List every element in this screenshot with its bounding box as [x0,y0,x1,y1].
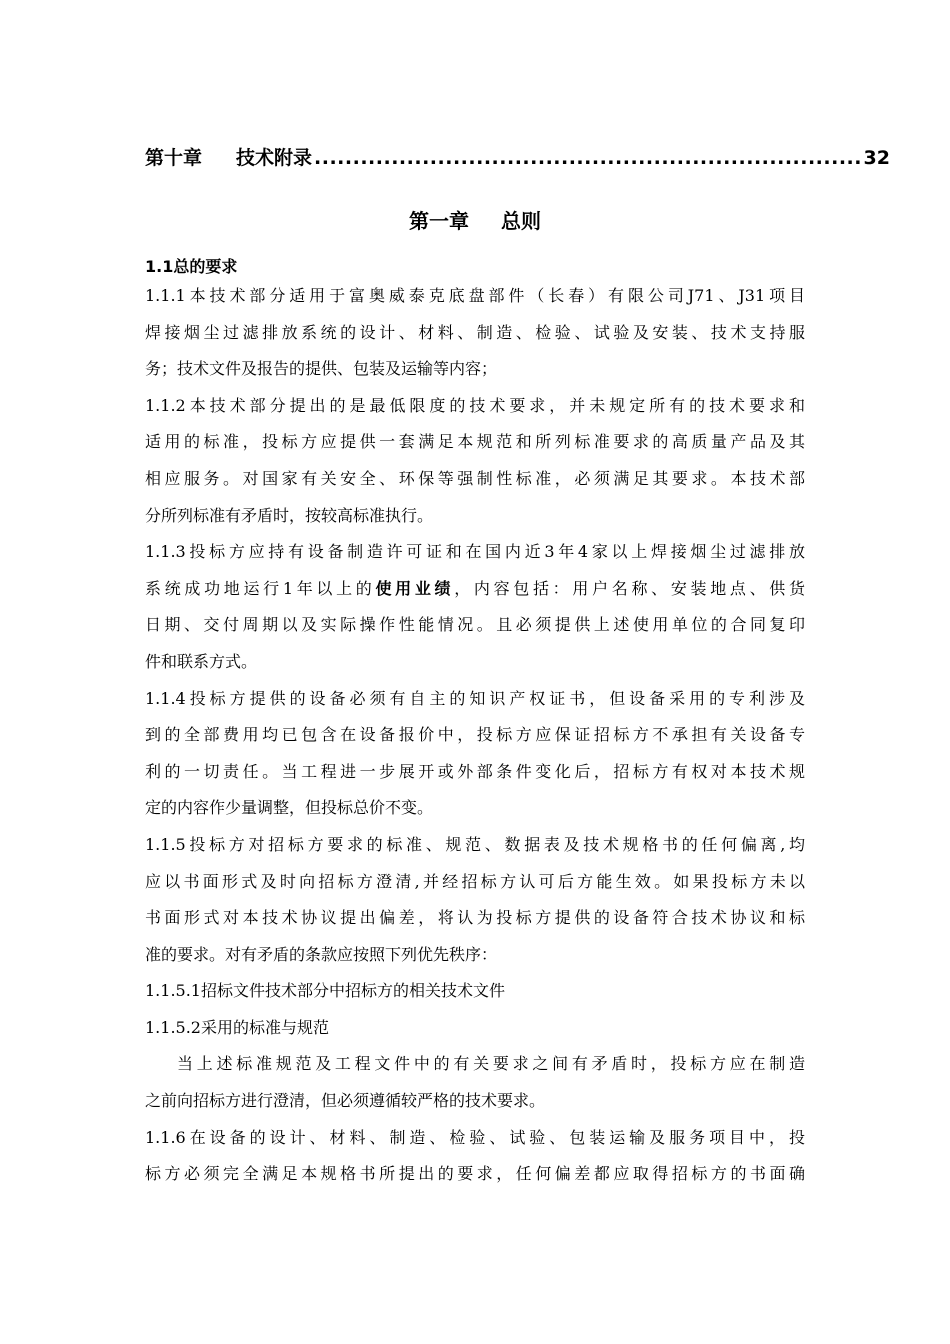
paragraph-line: 适用的标准，投标方应提供一套满足本规范和所列标准要求的高质量产品及其 [145,432,805,452]
line-text-after: ，内容包括：用户名称、安装地点、供货 [454,578,805,598]
paragraph-line: 日期、交付周期以及实际操作性能情况。且必须提供上述使用单位的合同复印 [145,615,805,635]
paragraph-line: 书面形式对本技术协议提出偏差，将认为投标方提供的设备符合技术协议和标 [145,908,805,928]
toc-page-number: 32 [863,147,890,169]
paragraph-line: 1.1.3投标方应持有设备制造许可证和在国内近3年4家以上焊接烟尘过滤排放 [145,542,805,562]
paragraph-line-with-emphasis [145,571,805,608]
paragraph-line: 件和联系方式。 [145,651,258,671]
body-text [145,278,805,1193]
emphasis-usage-record: 使用业绩 [375,578,455,598]
paragraph-line: 相应服务。对国家有关安全、环保等强制性标准，必须满足其要求。本技术部 [145,468,805,488]
paragraph-line: 定的内容作少量调整，但投标总价不变。 [145,798,434,818]
paragraph-line: 准的要求。对有矛盾的条款应按照下列优先秩序： [145,944,498,964]
paragraph-line: 1.1.5投标方对招标方要求的标准、规范、数据表及技术规格书的任何偏离,均 [145,834,805,854]
paragraph-line: 标方必须完全满足本规格书所提出的要求，任何偏差都应取得招标方的书面确 [145,1164,805,1184]
chapter-number: 第一章 [409,209,469,233]
paragraph-line: 利的一切责任。当工程进一步展开或外部条件变化后，招标方有权对本技术规 [145,761,805,781]
toc-chapter-number: 第十章 [145,147,203,169]
chapter-title: 总则 [501,209,541,233]
paragraph-line: 1.1.5.2采用的标准与规范 [145,1017,329,1037]
paragraph-line: 焊接烟尘过滤排放系统的设计、材料、制造、检验、试验及安装、技术支持服 [145,322,805,342]
paragraph-line: 当上述标准规范及工程文件中的有关要求之间有矛盾时，投标方应在制造 [177,1054,805,1074]
toc-entry-chapter-10[interactable] [145,143,890,170]
toc-leader-dots [314,147,862,169]
paragraph-line: 1.1.2本技术部分提出的是最低限度的技术要求，并未规定所有的技术要求和 [145,395,805,415]
paragraph-line: 到的全部费用均已包含在设备报价中，投标方应保证招标方不承担有关设备专 [145,725,805,745]
paragraph-line: 1.1.4投标方提供的设备必须有自主的知识产权证书，但设备采用的专利涉及 [145,688,805,708]
paragraph-line: 1.1.1本技术部分适用于富奥威泰克底盘部件（长春）有限公司J71、J31项目 [145,286,805,305]
section-heading: 1.1总的要求 [145,257,238,276]
paragraph-line: 1.1.6在设备的设计、材料、制造、检验、试验、包装运输及服务项目中，投 [145,1127,805,1147]
paragraph-line: 分所列标准有矛盾时，按较高标准执行。 [145,505,434,525]
toc-chapter-title: 技术附录 [236,147,313,169]
paragraph-line: 务；技术文件及报告的提供、包装及运输等内容； [145,359,498,379]
chapter-heading [0,205,950,234]
paragraph-line: 1.1.5.1招标文件技术部分中招标方的相关技术文件 [145,981,505,1001]
line-text-before: 系统成功地运行1年以上的 [145,578,376,598]
paragraph-line: 之前向招标方进行澄清，但必须遵循较严格的技术要求。 [145,1091,546,1111]
paragraph-line: 应以书面形式及时向招标方澄清,并经招标方认可后方能生效。如果投标方未以 [145,871,805,891]
